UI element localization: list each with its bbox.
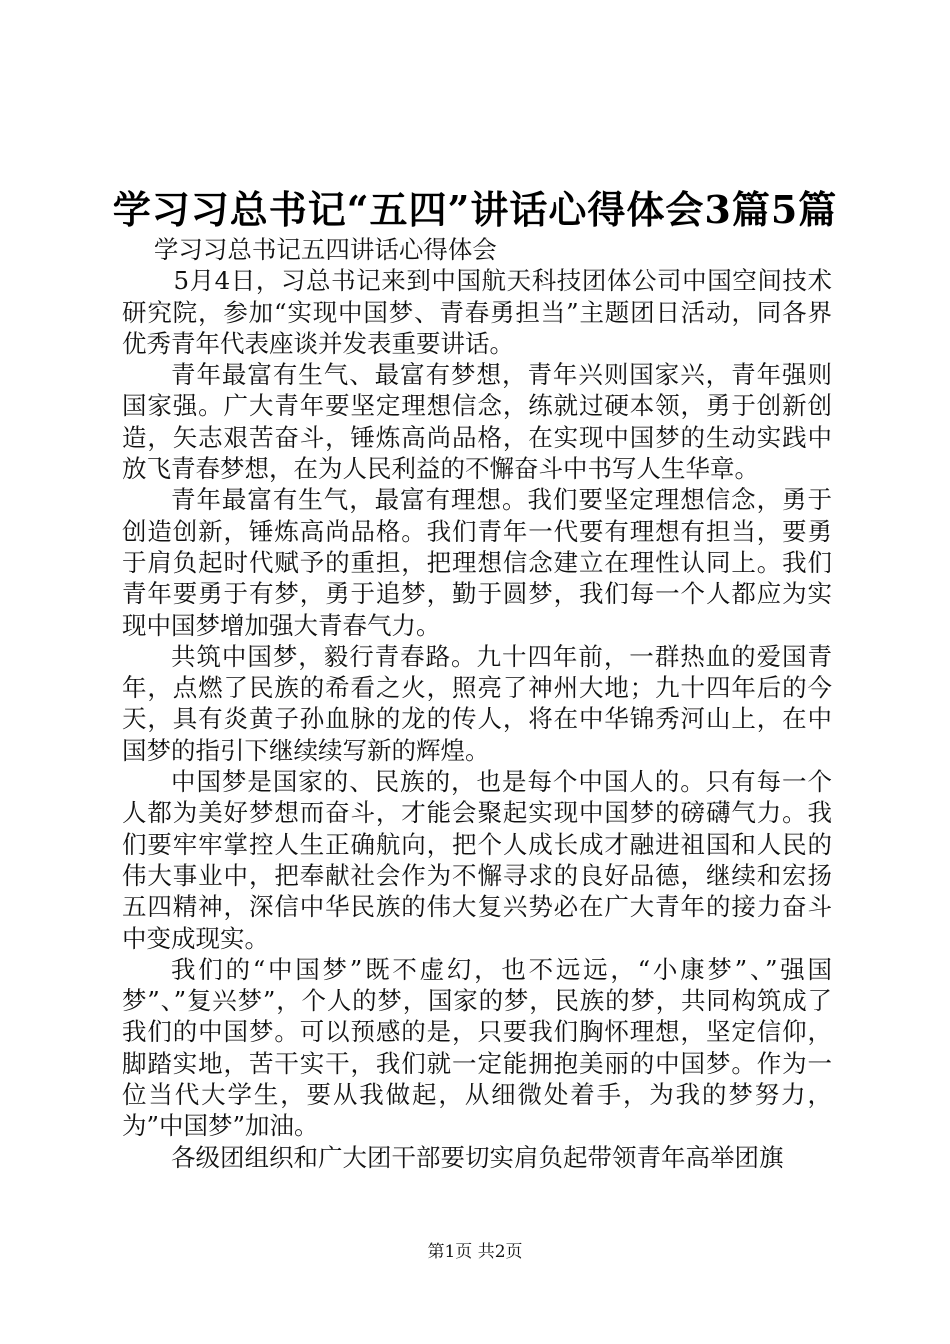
- paragraph: 共筑中国梦，毅行青春路。九十四年前，一群热血的爱国青年，点燃了民族的希看之火，照亮了神州大地；九十四年后的今天，具有炎黄子孙血脉的龙的传人，将在中华锦秀河山上，在中国梦的指引下继续续写新的辉煌。: [122, 641, 832, 765]
- paragraph: 青年最富有生气、最富有梦想，青年兴则国家兴，青年强则国家强。广大青年要坚定理想信念，练就过硬本领，勇于创新创造，矢志艰苦奋斗，锤炼高尚品格，在实现中国梦的生动实践中放飞青春梦想，在为人民利益的不懈奋斗中书写人生华章。: [122, 360, 832, 484]
- page-number: 第1页 共2页: [427, 1242, 523, 1262]
- paragraph: 青年最富有生气，最富有理想。我们要坚定理想信念，勇于创造创新，锤炼高尚品格。我们青年一代要有理想有担当，要勇于肩负起时代赋予的重担，把理想信念建立在理性认同上。我们青年要勇于有梦，勇于追梦，勤于圆梦，我们每一个人都应为实现中国梦增加强大青春气力。: [122, 485, 832, 640]
- paragraph: 5月4日，习总书记来到中国航天科技团体公司中国空间技术研究院，参加“实现中国梦、青春勇担当”主题团日活动，同各界优秀青年代表座谈并发表重要讲话。: [122, 266, 832, 358]
- document-title: 学习习总书记“五四”讲话心得体会3篇5篇: [112, 187, 838, 232]
- paragraph: 我们的“中国梦”既不虚幻，也不远远，“小康梦”、”强国梦”、”复兴梦”，个人的梦，国家的梦，民族的梦，共同构筑成了我们的中国梦。可以预感的是，只要我们胸怀理想，坚定信仰，脚踏实地，苦干实干，我们就一定能拥抱美丽的中国梦。作为一位当代大学生，要从我做起，从细微处着手，为我的梦努力，为”中国梦”加油。: [122, 954, 832, 1141]
- document-subtitle: 学习习总书记五四讲话心得体会: [153, 235, 497, 264]
- paragraph: 中国梦是国家的、民族的，也是每个中国人的。只有每一个人都为美好梦想而奋斗，才能会聚起实现中国梦的磅礴气力。我们要牢牢掌控人生正确航向，把个人成长成才融进祖国和人民的伟大事业中，把奉献社会作为不懈寻求的良好品德，继续和宏扬五四精神，深信中华民族的伟大复兴势必在广大青年的接力奋斗中变成现实。: [122, 767, 832, 953]
- document-body: [122, 234, 832, 1173]
- paragraph: 各级团组织和广大团干部要切实肩负起带领青年高举团旗: [171, 1142, 784, 1172]
